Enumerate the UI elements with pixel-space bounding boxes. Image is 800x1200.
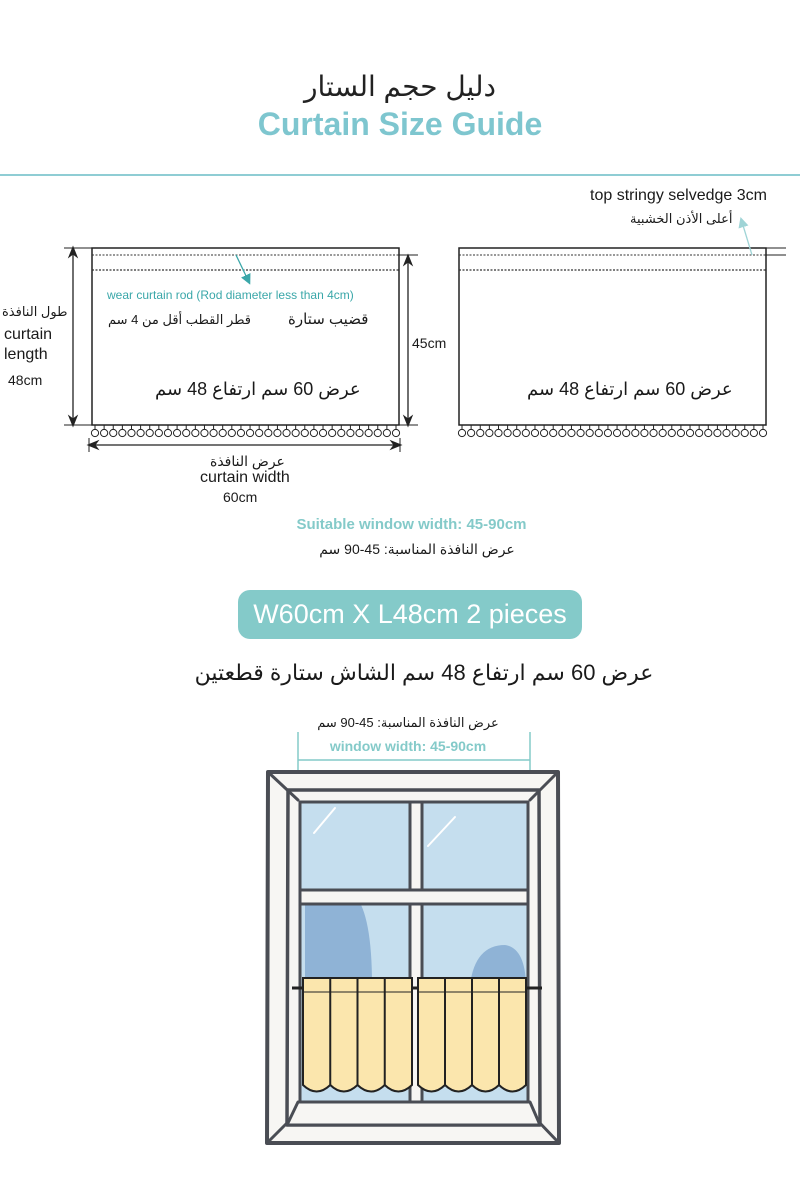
selvedge-label-ar: أعلى الأذن الخشبية [630,211,733,226]
right-size-ar: عرض 60 سم ارتفاع 48 سم [527,379,733,399]
curtain-width-label-ar: عرض النافذة [210,453,285,469]
left-size-ar: عرض 60 سم ارتفاع 48 سم [155,379,361,399]
title-arabic: دليل حجم الستار [303,71,497,102]
product-description-ar: عرض 60 سم ارتفاع 48 سم الشاش ستارة قطعتين [194,660,654,685]
curtain-length-label-line2: length [4,346,48,363]
curtain-width-label: curtain width [200,469,290,486]
suitable-width-ar: عرض النافذة المناسبة: 45-90 سم [319,541,515,557]
left-curtain-diagram [64,248,418,452]
window-width-en: window width: 45-90cm [329,738,487,754]
selvedge-label: top stringy selvedge 3cm [590,187,767,204]
rod-label-ar: قضيب ستارة [288,311,369,328]
window-width-ar: عرض النافذة المناسبة: 45-90 سم [317,715,499,730]
rod-diameter-ar: قطر القطب أقل من 4 سم [108,312,251,327]
size-pill: W60cm X L48cm 2 pieces [238,590,582,639]
suitable-width-en: Suitable window width: 45-90cm [296,516,527,533]
title-english: Curtain Size Guide [257,106,543,142]
inner-height-value: 45cm [412,335,447,351]
curtain-length-value: 48cm [8,372,43,388]
right-curtain-diagram [458,222,786,437]
curtain-length-label-ar: طول النافذة [2,304,68,319]
cafe-curtains [292,978,542,1092]
rod-note: wear curtain rod (Rod diameter less than 4cm) [107,288,354,302]
curtain-width-value: 60cm [223,489,258,505]
curtain-length-label-line1: curtain [4,326,53,343]
